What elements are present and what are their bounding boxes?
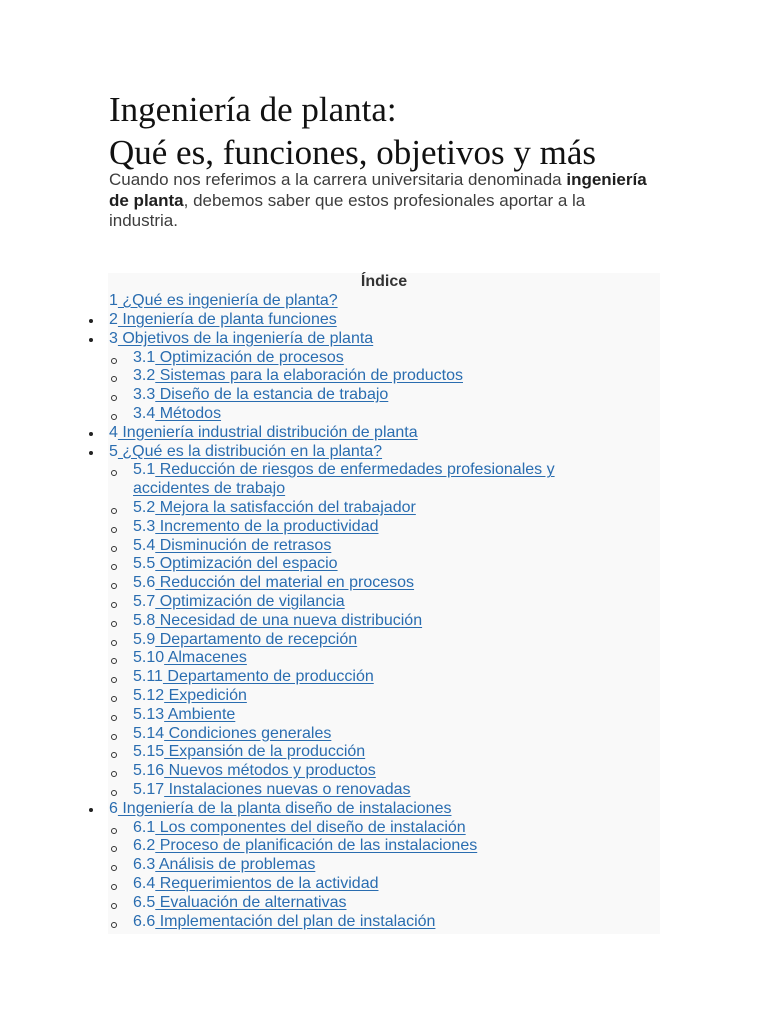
toc-item-5-9[interactable] [109,631,613,650]
toc-item-number: 5.16 [133,762,165,780]
toc-item-6-3[interactable] [109,856,613,875]
toc-item-label: Reducción del material en procesos [155,574,415,592]
toc-item-2[interactable] [109,311,613,330]
toc-item-label: Reducción de riesgos de enfermedades profesionales y accidentes de trabajo [133,461,555,498]
toc-item-number: 5.12 [133,686,165,704]
toc-item-number: 5.7 [133,592,156,610]
toc-item-number: 3.1 [133,348,156,366]
toc-item-label: Necesidad de una nueva distribución [155,611,423,629]
toc-item-label: Optimización de procesos [155,348,344,366]
toc-item-5-6[interactable] [109,574,613,593]
toc-item-number: 5.1 [133,461,156,479]
toc-item-5-15[interactable] [109,743,613,762]
toc-item-number: 5 [109,442,118,460]
toc-item-3-4[interactable] [109,405,613,424]
toc-item-3-2[interactable] [109,367,613,386]
toc-item-6-2[interactable] [109,837,613,856]
toc-item-6-4[interactable] [109,875,613,894]
toc-item-label: Condiciones generales [164,724,332,742]
toc-item-5-16[interactable] [109,762,613,781]
toc-item-number: 2 [109,311,118,328]
toc-item-label: Ambiente [164,705,236,723]
toc-item-number: 3.2 [133,367,156,385]
toc-item-label: Sistemas para la elaboración de productos [155,367,463,385]
toc-item-number: 5.10 [133,649,165,667]
intro-bold-term: ingeniería de planta [109,170,647,210]
toc-item-3[interactable] [109,330,613,349]
toc-item-number: 3 [109,329,118,347]
toc-item-number: 6.1 [133,818,156,836]
intro-paragraph [109,170,649,232]
toc-item-1[interactable] [109,292,338,311]
toc-item-5-5[interactable] [109,555,613,574]
toc-item-5-7[interactable] [109,593,613,612]
toc-item-label: Implementación del plan de instalación [155,912,436,930]
toc-item-6-5[interactable] [109,894,613,913]
toc-item-number: 5.9 [133,630,156,648]
toc-item-5-14[interactable] [109,725,613,744]
toc-item-label: Departamento de producción [162,668,374,686]
toc-item-label: Departamento de recepción [155,630,358,648]
toc-item-label: Nuevos métodos y productos [164,762,376,780]
toc-item-5-17[interactable] [109,781,613,800]
toc-item-label: Ingeniería industrial distribución de planta [117,423,418,441]
toc-item-6-6[interactable] [109,913,613,932]
page-title [109,88,596,174]
toc-item-number: 3.4 [133,404,156,422]
toc-item-label: Expedición [164,686,247,704]
toc-item-3-3[interactable] [109,386,613,405]
toc-item-3-1[interactable] [109,349,613,368]
toc-item-number: 5.3 [133,517,156,535]
toc-item-5-1[interactable] [109,461,613,499]
toc-item-label: Ingeniería de la planta diseño de instalaciones [117,799,452,817]
toc-item-number: 6.5 [133,893,156,911]
toc-item-number: 5.17 [133,780,165,798]
intro-text-before: Cuando nos referimos a la carrera universitaria denominada [109,170,567,189]
toc-item-label: Incremento de la productividad [155,517,379,535]
toc-item-label: ¿Qué es ingeniería de planta? [117,292,338,309]
toc-item-5-12[interactable] [109,687,613,706]
toc-item-label: Almacenes [164,649,247,667]
toc-item-number: 5.14 [133,724,165,742]
toc-heading: Índice [360,273,408,290]
toc-item-5-4[interactable] [109,537,613,556]
toc-item-5-11[interactable] [109,668,613,687]
toc-item-label: Instalaciones nuevas o renovadas [164,780,411,798]
toc-item-number: 5.6 [133,574,156,592]
toc-item-number: 4 [109,423,118,441]
toc-item-number: 5.13 [133,705,165,723]
toc-item-label: ¿Qué es la distribución en la planta? [117,442,383,460]
intro-text-after: , debemos saber que estos profesionales aportar a la industria. [109,190,586,230]
toc-item-label: Ingeniería de planta funciones [117,311,337,328]
toc-item-label: Optimización del espacio [155,555,338,573]
toc-item-number: 5.15 [133,743,165,761]
toc-item-number: 6.3 [133,856,156,874]
toc-item-number: 5.8 [133,611,156,629]
toc-item-label: Análisis de problemas [155,856,316,874]
toc-item-5[interactable] [109,443,613,462]
toc-item-label: Requerimientos de la actividad [155,874,379,892]
toc-item-label: Métodos [155,404,222,422]
toc-item-4[interactable] [109,424,613,443]
toc-item-label: Objetivos de la ingeniería de planta [117,329,374,347]
toc-item-number: 5.5 [133,555,156,573]
toc-item-number: 6.6 [133,912,156,930]
toc-item-5-8[interactable] [109,612,613,631]
toc-item-number: 3.3 [133,386,156,404]
toc-item-5-3[interactable] [109,518,613,537]
toc-item-label: Mejora la satisfacción del trabajador [155,498,416,516]
page-title-line-1: Ingeniería de planta: [109,90,397,129]
toc-item-number: 1 [109,292,118,309]
toc-item-label: Disminución de retrasos [155,536,332,554]
toc-item-5-10[interactable] [109,649,613,668]
toc-item-number: 5.2 [133,498,156,516]
toc-item-6[interactable] [109,800,613,819]
toc-item-number: 5.4 [133,536,156,554]
toc-item-label: Expansión de la producción [164,743,366,761]
toc-item-5-13[interactable] [109,706,613,725]
toc-item-label: Diseño de la estancia de trabajo [155,386,389,404]
toc-item-6-1[interactable] [109,819,613,838]
toc-item-label: Evaluación de alternativas [155,893,347,911]
toc-item-label: Proceso de planificación de las instalaciones [155,837,478,855]
toc-item-number: 5.11 [133,668,163,686]
toc-item-number: 6 [109,799,118,817]
toc-item-number: 6.2 [133,837,156,855]
toc-item-5-2[interactable] [109,499,613,518]
page-title-line-2: Qué es, funciones, objetivos y más [109,133,596,172]
toc-item-label: Optimización de vigilancia [155,592,345,610]
toc-list [109,311,613,931]
toc-item-number: 6.4 [133,874,156,892]
toc-item-label: Los componentes del diseño de instalación [155,818,466,836]
